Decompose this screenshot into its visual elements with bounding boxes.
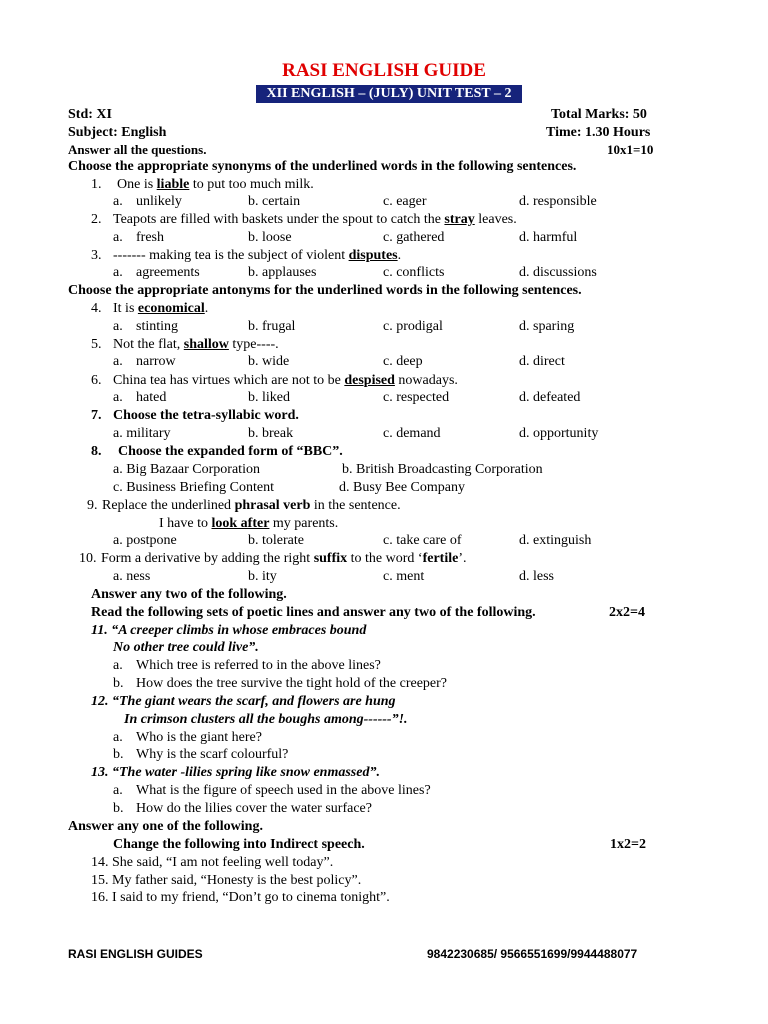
- underlined-word: economical: [137, 301, 205, 316]
- question-5-options: a. narrow b. wide c. deep d. direct: [113, 354, 565, 369]
- footer-phone-numbers: 9842230685/ 9566551699/9944488077: [427, 947, 638, 961]
- question-12-line-1: 12. “The giant wears the scarf, and flowers are hung: [91, 694, 396, 709]
- section-heading-poem-2: Read the following sets of poetic lines and answer any two of the following. 2x2=4: [91, 605, 645, 620]
- question-11-line-2: No other tree could live”.: [113, 640, 259, 655]
- question-8: 8. Choose the expanded form of “BBC”.: [91, 444, 343, 459]
- section-heading-speech-2: Change the following into Indirect speech. 1x2=2: [113, 837, 646, 852]
- test-subtitle: XII ENGLISH – (JULY) UNIT TEST – 2: [256, 85, 522, 103]
- footer-brand: RASI ENGLISH GUIDES: [68, 947, 203, 961]
- question-13-sub-a: a. What is the figure of speech used in the above lines?: [113, 783, 431, 798]
- question-10: 10. Form a derivative by adding the right suffix to the word ‘fertile’.: [79, 551, 467, 566]
- question-12-line-2: In crimson clusters all the boughs among------”!.: [124, 712, 408, 727]
- question-2-options: a. fresh b. loose c. gathered d. harmful: [113, 230, 578, 245]
- underlined-word: stray: [444, 212, 475, 227]
- underlined-word: despised: [344, 373, 395, 388]
- question-12-sub-b: b. Why is the scarf colourful?: [113, 747, 289, 762]
- header-row-2: [0, 124, 768, 142]
- question-2: 2. Teapots are filled with baskets under the spout to catch the stray leaves.: [91, 212, 517, 227]
- total-marks: Total Marks: 50: [551, 107, 647, 122]
- marks-part2: 2x2=4: [609, 605, 645, 620]
- question-9: 9. Replace the underlined phrasal verb in the sentence.: [87, 498, 401, 513]
- question-8-options-row-2: c. Business Briefing Content d. Busy Bee Company: [113, 480, 465, 495]
- question-12-sub-a: a. Who is the giant here?: [113, 730, 262, 745]
- question-15: 15. My father said, “Honesty is the best policy”.: [91, 873, 362, 888]
- question-10-options: a. ness b. ity c. ment d. less: [113, 569, 554, 584]
- question-16: 16. I said to my friend, “Don’t go to cinema tonight”.: [91, 890, 390, 905]
- question-7-options: a. military b. break c. demand d. opportunity: [113, 426, 599, 441]
- underlined-phrase: look after: [211, 516, 270, 531]
- question-4-options: a. stinting b. frugal c. prodigal d. sparing: [113, 319, 575, 334]
- underlined-word: liable: [156, 177, 190, 192]
- time-label: Time: 1.30 Hours: [546, 125, 651, 140]
- question-4: 4. It is economical.: [91, 301, 209, 316]
- marks-part1: 10x1=10: [607, 142, 654, 157]
- question-9-options: a. postpone b. tolerate c. take care of d. extinguish: [113, 533, 592, 548]
- question-11-sub-b: b. How does the tree survive the tight hold of the creeper?: [113, 676, 448, 691]
- question-8-options-row-1: a. Big Bazaar Corporation b. British Broadcasting Corporation: [113, 462, 543, 477]
- question-13-line-1: 13. “The water -lilies spring like snow enmassed”.: [91, 765, 380, 780]
- header-row-1: [0, 106, 768, 124]
- section-heading-antonyms: Choose the appropriate antonyms for the underlined words in the following sentences.: [68, 283, 582, 298]
- question-13-sub-b: b. How do the lilies cover the water surface?: [113, 801, 372, 816]
- page-title: RASI ENGLISH GUIDE: [282, 60, 486, 81]
- question-5: 5. Not the flat, shallow type----.: [91, 337, 279, 352]
- question-11-sub-a: a. Which tree is referred to in the above lines?: [113, 658, 381, 673]
- question-3: 3. ------- making tea is the subject of violent disputes.: [91, 248, 402, 263]
- question-6: 6. China tea has virtues which are not to be despised nowadays.: [91, 373, 458, 388]
- question-7: 7. Choose the tetra-syllabic word.: [91, 408, 299, 423]
- question-3-options: a. agreements b. applauses c. conflicts d. discussions: [113, 265, 597, 280]
- marks-part3: 1x2=2: [610, 837, 646, 852]
- subject-label: Subject: English: [68, 125, 167, 140]
- instruction-text: Answer all the questions.: [68, 142, 207, 157]
- header-row-3: [0, 141, 768, 159]
- question-6-options: a. hated b. liked c. respected d. defeated: [113, 390, 581, 405]
- section-heading-poem-1: Answer any two of the following.: [91, 587, 287, 602]
- question-11-line-1: 11. “A creeper climbs in whose embraces bound: [91, 623, 367, 638]
- underlined-word: shallow: [183, 337, 229, 352]
- section-heading-synonyms: Choose the appropriate synonyms of the underlined words in the following sentences.: [68, 159, 577, 174]
- std-label: Std: XI: [68, 107, 112, 122]
- question-14: 14. She said, “I am not feeling well today”.: [91, 855, 334, 870]
- section-heading-speech-1: Answer any one of the following.: [68, 819, 263, 834]
- question-1: 1. One is liable to put too much milk.: [91, 177, 314, 192]
- question-9-sentence: I have to look after my parents.: [159, 516, 339, 531]
- underlined-word: disputes: [348, 248, 398, 263]
- question-1-options: a. unlikely b. certain c. eager d. responsible: [113, 194, 597, 209]
